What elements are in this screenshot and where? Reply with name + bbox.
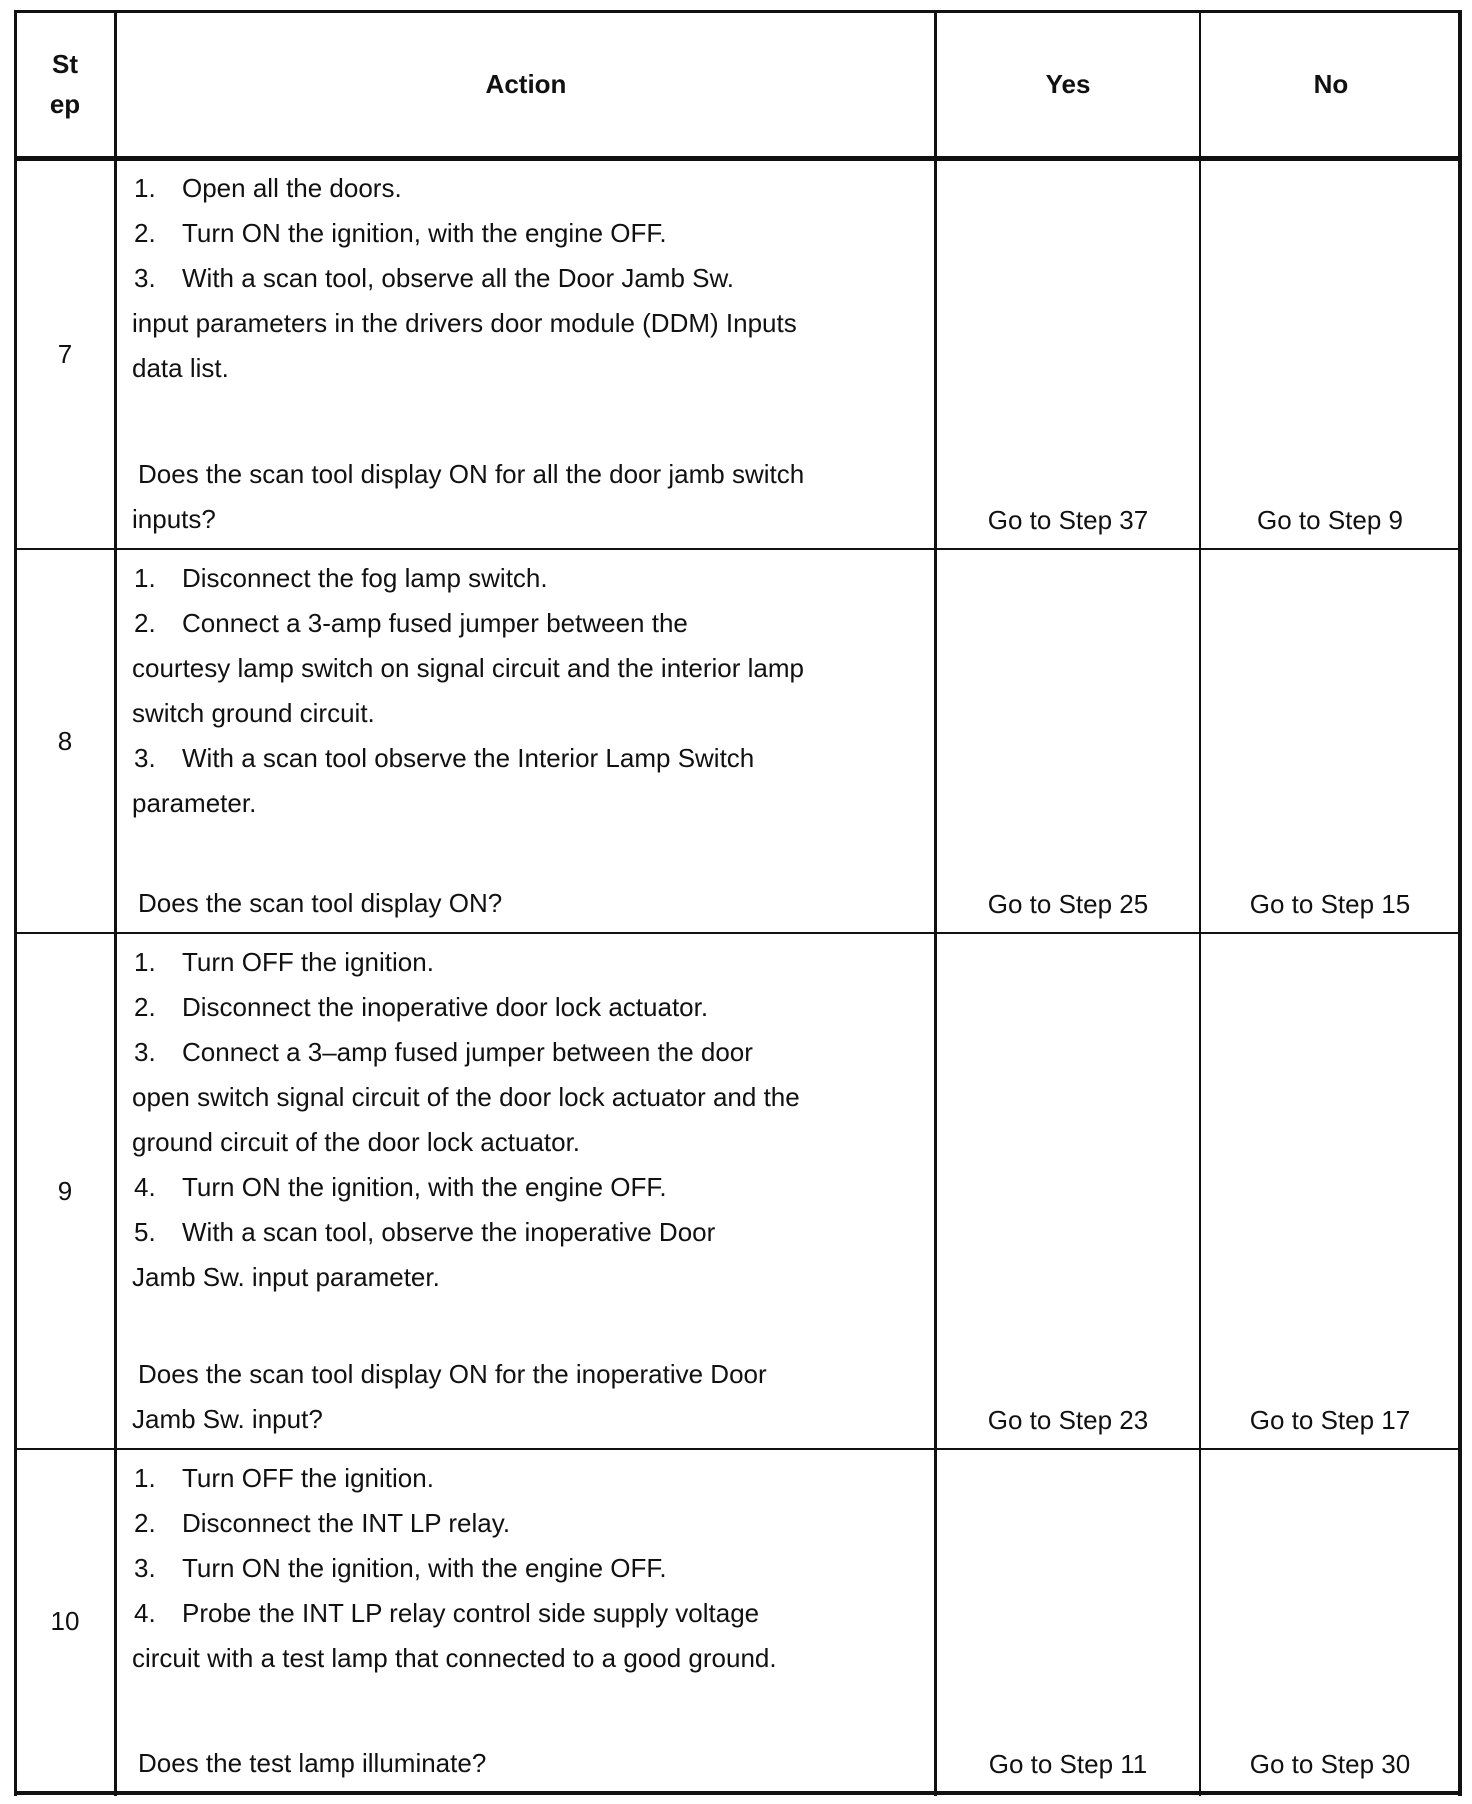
action-step-text: Open all the doors. xyxy=(182,173,402,203)
action-continuation xyxy=(132,1075,934,1120)
action-step xyxy=(132,211,934,256)
action-cell xyxy=(116,1456,934,1792)
action-step xyxy=(132,166,934,211)
no-result xyxy=(1200,934,1460,1448)
action-continuation xyxy=(132,346,934,391)
action-step-text: Turn OFF the ignition. xyxy=(182,1463,434,1493)
action-step-text: Connect a 3–amp fused jumper between the door xyxy=(182,1037,753,1067)
step-number: 9 xyxy=(57,1175,73,1206)
question-line: Jamb Sw. input? xyxy=(132,1404,323,1434)
action-step-number: 1. xyxy=(134,947,156,977)
action-step-number: 1. xyxy=(134,1463,156,1493)
action-step-text: Turn OFF the ignition. xyxy=(182,947,434,977)
action-cell xyxy=(116,166,934,548)
yes-result-text: Go to Step 37 xyxy=(987,505,1149,535)
action-continuation xyxy=(132,781,934,826)
no-result-text: Go to Step 9 xyxy=(1257,505,1403,535)
no-result xyxy=(1200,1450,1460,1792)
step-number: 8 xyxy=(57,725,73,756)
action-step-text: data list. xyxy=(132,353,229,383)
action-step-text: input parameters in the drivers door module (DDM) Inputs xyxy=(132,308,797,338)
column-divider xyxy=(1199,10,1201,1796)
action-step-text: parameter. xyxy=(132,788,257,818)
yes-result-text: Go to Step 11 xyxy=(988,1749,1148,1779)
row-divider xyxy=(14,548,1462,550)
action-step-number: 1. xyxy=(134,173,156,203)
action-step-number: 2. xyxy=(134,1508,156,1538)
action-continuation xyxy=(132,1120,934,1165)
action-step xyxy=(132,1546,934,1591)
yes-result-text: Go to Step 23 xyxy=(987,1405,1149,1435)
table-border-bottom xyxy=(14,1791,1462,1795)
action-continuation xyxy=(132,301,934,346)
action-step xyxy=(132,601,934,646)
no-result xyxy=(1200,550,1460,932)
action-step-text: With a scan tool, observe all the Door Jamb Sw. xyxy=(182,263,735,293)
action-step-text: Connect a 3-amp fused jumper between the xyxy=(182,608,688,638)
action-step xyxy=(132,256,934,301)
action-step-text: Disconnect the inoperative door lock actuator. xyxy=(182,992,709,1022)
action-cell xyxy=(116,940,934,1448)
table-border-left xyxy=(14,10,17,1796)
action-continuation xyxy=(132,691,934,736)
question-line: Does the scan tool display ON for all the door jamb switch xyxy=(138,459,805,489)
action-continuation xyxy=(132,646,934,691)
step-number: 7 xyxy=(57,338,73,369)
action-step-text: With a scan tool observe the Interior Lamp Switch xyxy=(182,743,755,773)
action-step xyxy=(132,1456,934,1501)
action-step xyxy=(132,1591,934,1636)
row-divider xyxy=(14,1448,1462,1450)
no-result-text: Go to Step 15 xyxy=(1249,889,1411,919)
action-question xyxy=(132,1352,767,1442)
question-line: Does the scan tool display ON for the inoperative Door xyxy=(138,1359,767,1389)
diagnostic-table xyxy=(14,10,1462,1796)
action-step-number: 5. xyxy=(134,1217,156,1247)
action-step-number: 3. xyxy=(134,263,156,293)
column-divider xyxy=(934,10,937,1796)
action-step-text: Turn ON the ignition, with the engine OFF. xyxy=(182,218,667,248)
action-step-text: switch ground circuit. xyxy=(132,698,375,728)
action-continuation xyxy=(132,1255,934,1300)
action-step-text: ground circuit of the door lock actuator. xyxy=(132,1127,581,1157)
header-no xyxy=(1200,10,1462,158)
action-step-text: courtesy lamp switch on signal circuit and the interior lamp xyxy=(132,653,804,683)
row-divider xyxy=(14,932,1462,934)
action-step xyxy=(132,1030,934,1075)
action-step-text: Turn ON the ignition, with the engine OFF. xyxy=(182,1172,667,1202)
header-action-label: Action xyxy=(485,69,567,99)
header-no-label: No xyxy=(1313,69,1349,99)
no-result xyxy=(1200,160,1460,548)
action-question xyxy=(132,1741,486,1786)
yes-result xyxy=(936,1450,1200,1792)
action-step-number: 3. xyxy=(134,1037,156,1067)
action-question xyxy=(132,881,502,926)
action-step-number: 2. xyxy=(134,608,156,638)
action-step-number: 3. xyxy=(134,1553,156,1583)
question-line: inputs? xyxy=(132,504,216,534)
action-step-number: 4. xyxy=(134,1172,156,1202)
action-step-text: Probe the INT LP relay control side supply voltage xyxy=(182,1598,760,1628)
action-step-text: open switch signal circuit of the door lock actuator and the xyxy=(132,1082,800,1112)
action-step-number: 2. xyxy=(134,218,156,248)
yes-result xyxy=(936,160,1200,548)
action-step-text: circuit with a test lamp that connected to a good ground. xyxy=(132,1643,777,1673)
yes-result xyxy=(936,934,1200,1448)
action-step-text: Disconnect the fog lamp switch. xyxy=(182,563,548,593)
action-step-number: 4. xyxy=(134,1598,156,1628)
header-step-label: St ep xyxy=(49,49,81,119)
action-step xyxy=(132,556,934,601)
action-step-number: 2. xyxy=(134,992,156,1022)
action-step-text: With a scan tool, observe the inoperative Door xyxy=(182,1217,716,1247)
header-action xyxy=(116,10,936,158)
action-continuation xyxy=(132,1636,934,1681)
action-step xyxy=(132,1165,934,1210)
column-divider xyxy=(114,10,117,1796)
no-result-text: Go to Step 17 xyxy=(1249,1405,1411,1435)
table-border-top xyxy=(14,10,1462,13)
question-line: Does the scan tool display ON? xyxy=(138,888,503,918)
table-border-right xyxy=(1458,10,1462,1796)
header-yes xyxy=(936,10,1200,158)
action-step-number: 3. xyxy=(134,743,156,773)
header-yes-label: Yes xyxy=(1045,69,1091,99)
yes-result-text: Go to Step 25 xyxy=(987,889,1149,919)
step-number: 10 xyxy=(50,1605,80,1636)
action-step xyxy=(132,736,934,781)
action-step xyxy=(132,940,934,985)
header-divider xyxy=(14,156,1462,161)
action-step-text: Turn ON the ignition, with the engine OFF. xyxy=(182,1553,667,1583)
action-step xyxy=(132,1210,934,1255)
action-step-text: Jamb Sw. input parameter. xyxy=(132,1262,440,1292)
action-step-number: 1. xyxy=(134,563,156,593)
yes-result xyxy=(936,550,1200,932)
action-cell xyxy=(116,556,934,932)
no-result-text: Go to Step 30 xyxy=(1249,1749,1411,1779)
header-step xyxy=(14,10,116,158)
question-line: Does the test lamp illuminate? xyxy=(138,1748,487,1778)
action-step-text: Disconnect the INT LP relay. xyxy=(182,1508,511,1538)
action-question xyxy=(132,452,804,542)
action-step xyxy=(132,985,934,1030)
action-step xyxy=(132,1501,934,1546)
